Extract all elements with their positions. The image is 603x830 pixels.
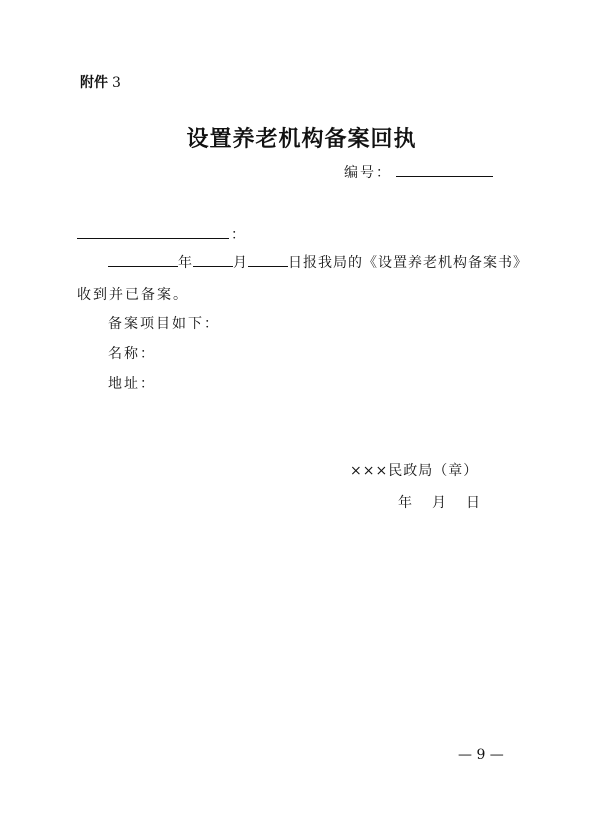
address-label: 地址： — [108, 376, 156, 392]
sign-year-label: 年 — [398, 495, 412, 511]
sign-month-label: 月 — [432, 495, 446, 511]
report-date-line — [108, 252, 528, 272]
attachment-word: 附件 — [80, 75, 108, 91]
year-blank — [108, 252, 178, 267]
name-label: 名称： — [108, 346, 156, 362]
attachment-number: 3 — [112, 75, 121, 91]
recipient-blank — [77, 224, 229, 239]
month-label: 月 — [233, 255, 248, 271]
issuing-office: ×××民政局（章） — [350, 463, 479, 479]
sign-date — [398, 492, 500, 512]
serial-number-blank — [396, 162, 493, 177]
serial-number-label: 编号： — [344, 165, 392, 181]
sign-day-label: 日 — [466, 495, 480, 511]
items-label: 备案项目如下： — [108, 316, 220, 332]
month-blank — [193, 252, 233, 267]
day-report-text: 日报我局的《设置养老机构备案书》 — [288, 255, 528, 271]
day-blank — [248, 252, 288, 267]
recipient-row — [77, 224, 245, 244]
document-title: 设置养老机构备案回执 — [186, 127, 417, 152]
received-text: 收到并已备案。 — [77, 287, 189, 303]
serial-number-row — [344, 162, 493, 182]
recipient-colon: ： — [231, 227, 245, 243]
attachment-label — [80, 72, 121, 92]
year-label: 年 — [178, 255, 193, 271]
page-number: — 9 — — [458, 747, 504, 763]
